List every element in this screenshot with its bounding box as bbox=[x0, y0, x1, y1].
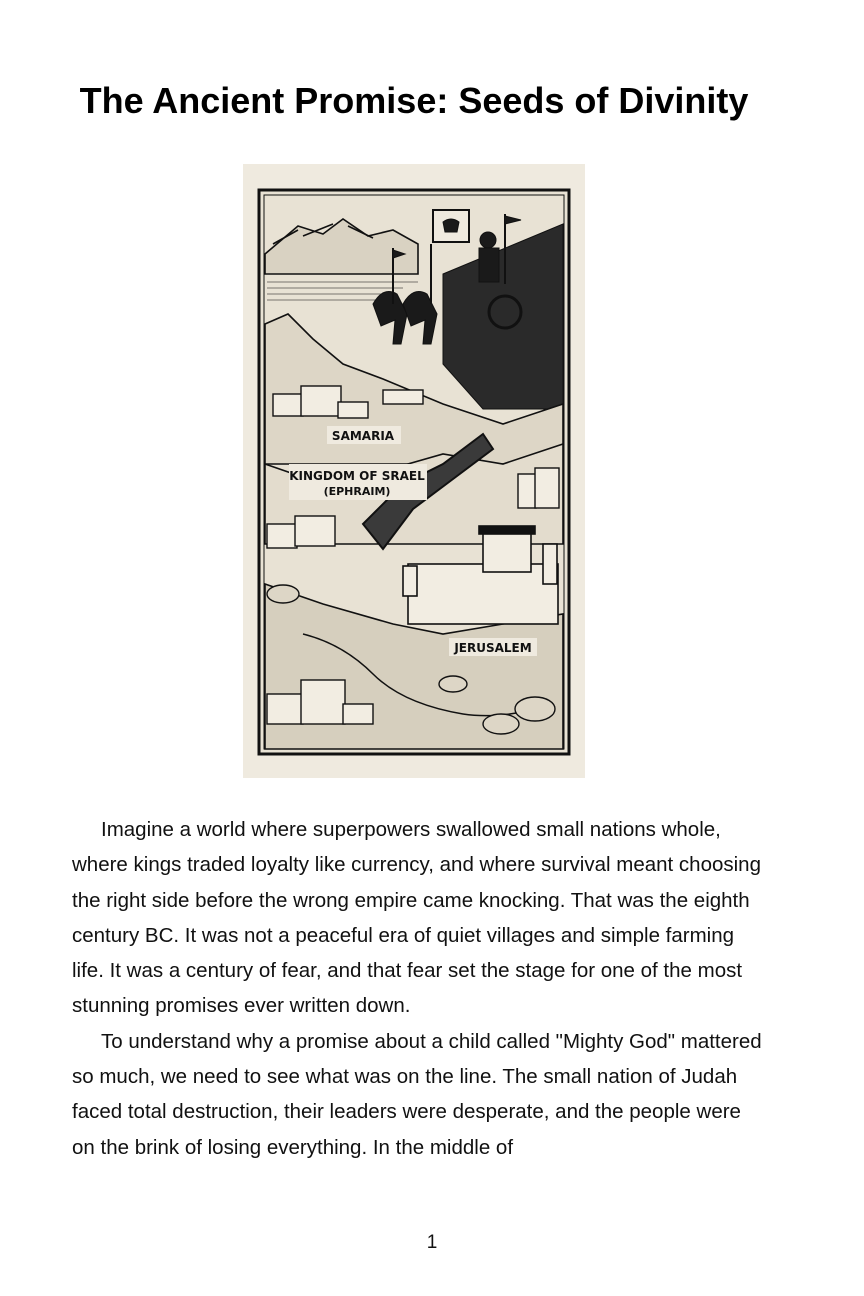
label-samaria: SAMARIA bbox=[331, 429, 395, 443]
label-jerusalem: JERUSALEM bbox=[454, 641, 532, 655]
paragraph: Imagine a world where superpowers swallowed small nations whole, where kings traded loyalty like currency, and where survival meant choosing the right side before the wrong empire came knocking. That was the eighth century BC. It was not a peaceful era of quiet villages and simple farming life. It was a century of fear, and that fear set the stage for one of the most stunning promises ever written down. bbox=[72, 818, 761, 1018]
body-text bbox=[72, 812, 762, 1165]
label-ephraim: (EPHRAIM) bbox=[323, 485, 391, 498]
woodcut-map-illustration bbox=[243, 164, 585, 778]
paragraph: To understand why a promise about a child called "Mighty God" mattered so much, we need to see what was on the line. The small nation of Judah faced total destruction, their leaders were desperate, and the people were on the brink of losing everything. In the middle of bbox=[72, 1029, 762, 1159]
page-number: 1 bbox=[426, 1232, 438, 1253]
label-kingdom: KINGDOM OF SRAEL bbox=[289, 469, 425, 483]
settlement-east bbox=[518, 468, 559, 508]
page-title: The Ancient Promise: Seeds of Divinity bbox=[79, 80, 749, 121]
